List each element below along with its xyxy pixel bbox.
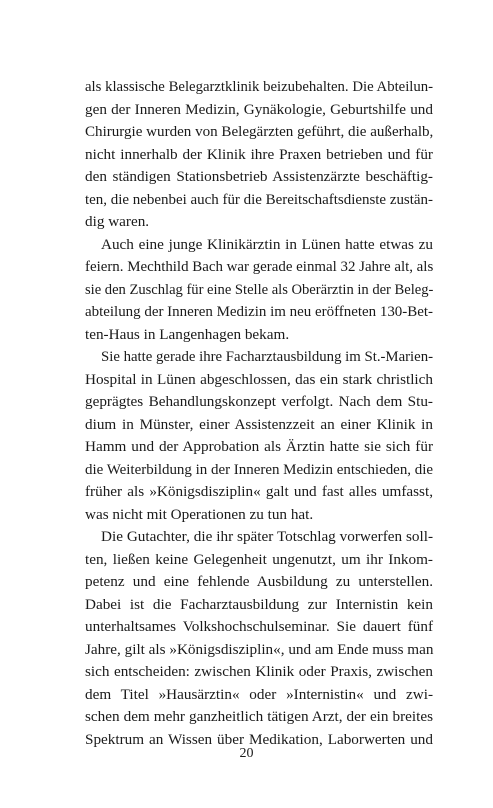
text-line: was nicht mit Operationen zu tun hat. bbox=[85, 505, 314, 523]
text-line: Hamm und der Approbation als Ärztin hatte sie sich für bbox=[85, 438, 433, 455]
text-line: ten, die nebenbei auch für die Bereitschaftsdienste zustän- bbox=[85, 191, 433, 208]
text-line: als klassische Belegarztklinik beizubehalten. Die Abteilun- bbox=[85, 79, 433, 95]
text-line: abteilung der Inneren Medizin im neu eröffneten 130-Bet- bbox=[85, 304, 433, 320]
text-line: Dabei ist die Facharztausbildung zur Internistin kein bbox=[85, 595, 433, 613]
text-line: geprägtes Behandlungskonzept verfolgt. Nach dem Stu- bbox=[85, 393, 433, 410]
text-line: Die Gutachter, die ihr später Totschlag vorwerfen soll- bbox=[101, 528, 433, 545]
text-line: früher als »Königsdisziplin« galt und fast alles umfasst, bbox=[85, 483, 433, 500]
text-line: petenz und eine fehlende Ausbildung zu unterstellen. bbox=[85, 573, 433, 590]
text-line: ten-Haus in Langenhagen bekam. bbox=[85, 325, 290, 343]
page-number: 20 bbox=[239, 746, 254, 761]
text-line: Auch eine junge Klinikärztin in Lünen hatte etwas zu bbox=[101, 235, 433, 253]
text-line: Jahre, gilt als »Königsdisziplin«, und am Ende muss man bbox=[85, 640, 434, 658]
text-line: die Weiterbildung in der Inneren Medizin entschieden, die bbox=[85, 461, 434, 478]
text-line: Hospital in Lünen abgeschlossen, das ein stark christlich bbox=[85, 370, 433, 388]
text-line: sie den Zuschlag für eine Stelle als Oberärztin in der Beleg- bbox=[85, 281, 434, 298]
text-line: Spektrum an Wissen über Medikation, Laborwerten und bbox=[85, 730, 433, 748]
body-text bbox=[85, 76, 433, 751]
text-line: schen dem mehr ganzheitlich tätigen Arzt, der ein breites bbox=[85, 708, 433, 725]
text-line: dem Titel »Hausärztin« oder »Internistin« und zwi- bbox=[85, 685, 433, 703]
text-line: den ständigen Stationsbetrieb Assistenzärzte beschäftig- bbox=[85, 168, 433, 185]
text-line: ten, ließen keine Gelegenheit ungenutzt, um ihr Inkom- bbox=[85, 550, 433, 568]
text-line: gen der Inneren Medizin, Gynäkologie, Geburtshilfe und bbox=[85, 100, 433, 118]
text-line: sich entscheiden: zwischen Klinik oder Praxis, zwischen bbox=[85, 663, 433, 680]
text-line: unterhaltsames Volkshochschulseminar. Sie dauert fünf bbox=[85, 618, 433, 635]
text-line: feiern. Mechthild Bach war gerade einmal 32 Jahre alt, als bbox=[85, 259, 434, 275]
text-line: dium in Münster, einer Assistenzzeit an einer Klinik in bbox=[85, 415, 433, 433]
text-line: nicht innerhalb der Klinik ihre Praxen betrieben und für bbox=[85, 145, 433, 163]
text-line: dig waren. bbox=[85, 213, 150, 230]
text-line: Sie hatte gerade ihre Facharztausbildung im St.-Marien- bbox=[101, 349, 433, 365]
text-line: Chirurgie wurden von Belegärzten geführt, die außerhalb, bbox=[85, 124, 434, 140]
